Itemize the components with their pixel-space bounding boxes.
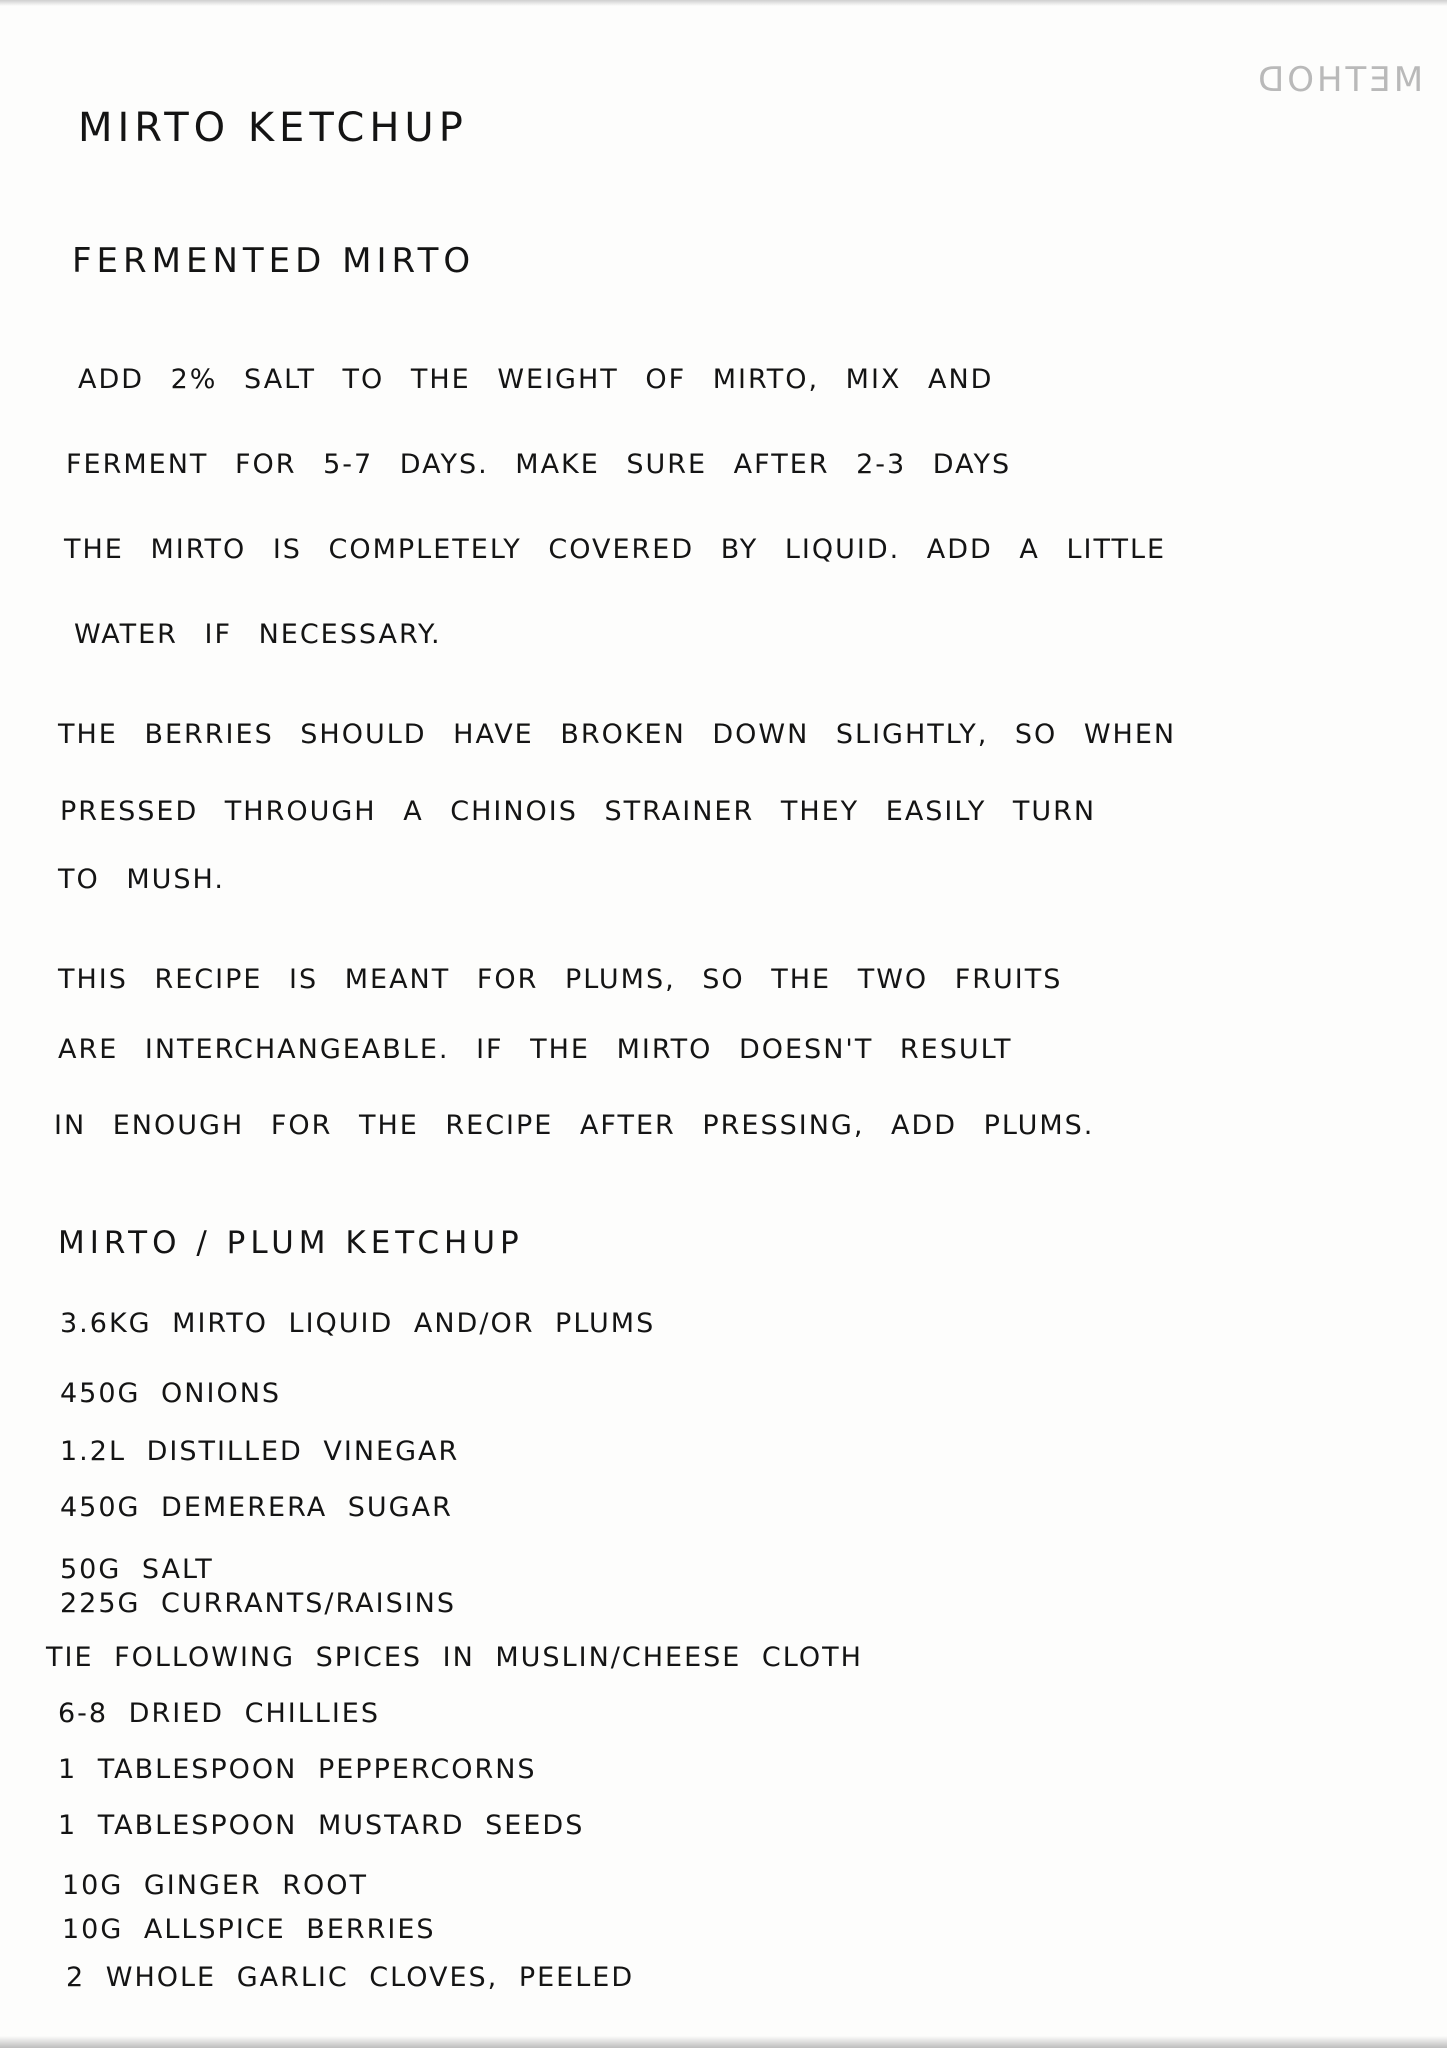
- ingredient-line: 1 TABLESPOON MUSTARD SEEDS: [58, 1810, 585, 1841]
- ingredient-line: 3.6KG MIRTO LIQUID AND/OR PLUMS: [60, 1308, 656, 1339]
- page-top-edge: [0, 0, 1447, 6]
- bleed-through-text: METHOD: [1255, 60, 1424, 100]
- ingredient-line: 225G CURRANTS/RAISINS: [60, 1588, 457, 1619]
- ingredient-line: 450G ONIONS: [60, 1378, 282, 1409]
- ingredient-line: 2 WHOLE GARLIC CLOVES, PEELED: [66, 1962, 635, 1993]
- ingredient-line: 10G GINGER ROOT: [62, 1870, 369, 1901]
- ingredient-line: 1 TABLESPOON PEPPERCORNS: [58, 1754, 537, 1785]
- ingredient-line: 450G DEMERERA SUGAR: [60, 1492, 453, 1523]
- ingredient-line: TIE FOLLOWING SPICES IN MUSLIN/CHEESE CLOTH: [46, 1642, 863, 1673]
- ingredient-line: 50G SALT: [60, 1554, 214, 1585]
- page-bottom-edge: [0, 2036, 1447, 2048]
- ingredient-line: 6-8 DRIED CHILLIES: [58, 1698, 380, 1729]
- paragraph3-line-2: ARE INTERCHANGEABLE. IF THE MIRTO DOESN'T RESULT: [58, 1034, 1013, 1065]
- paragraph2-line-3: TO MUSH.: [58, 864, 225, 895]
- paragraph1-line-3: THE MIRTO IS COMPLETELY COVERED BY LIQUID. ADD A LITTLE: [64, 534, 1167, 565]
- recipe-title: MIRTO KETCHUP: [78, 105, 468, 151]
- paragraph2-line-1: THE BERRIES SHOULD HAVE BROKEN DOWN SLIGHTLY, SO WHEN: [58, 719, 1177, 750]
- paragraph3-line-3: IN ENOUGH FOR THE RECIPE AFTER PRESSING, ADD PLUMS.: [54, 1110, 1095, 1141]
- paragraph3-line-1: THIS RECIPE IS MEANT FOR PLUMS, SO THE TWO FRUITS: [58, 964, 1063, 995]
- ingredient-line: 1.2L DISTILLED VINEGAR: [60, 1436, 460, 1467]
- paragraph2-line-2: PRESSED THROUGH A CHINOIS STRAINER THEY EASILY TURN: [60, 796, 1097, 827]
- ingredient-line: 10G ALLSPICE BERRIES: [62, 1914, 436, 1945]
- paragraph1-line-4: WATER IF NECESSARY.: [74, 619, 442, 650]
- section-heading-ketchup: MIRTO / PLUM KETCHUP: [58, 1225, 524, 1261]
- section-heading-fermented-mirto: FERMENTED MIRTO: [72, 241, 476, 281]
- paragraph1-line-2: FERMENT FOR 5-7 DAYS. MAKE SURE AFTER 2-3 DAYS: [66, 449, 1012, 480]
- paragraph1-line-1: ADD 2% SALT TO THE WEIGHT OF MIRTO, MIX AND: [78, 364, 994, 395]
